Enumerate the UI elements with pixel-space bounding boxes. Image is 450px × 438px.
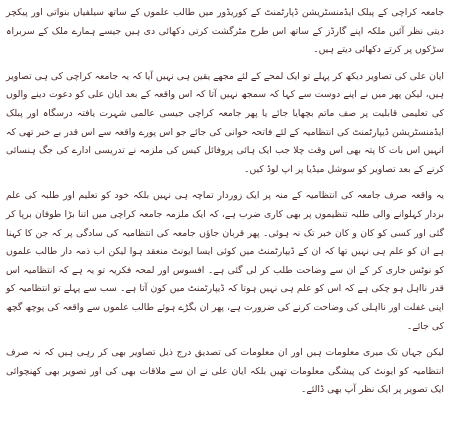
paragraph-3: یہ واقعہ صرف جامعہ کی انتظامیہ کے منہ پر ایک زوردار تماچہ ہی نہیں بلکہ خود کو تعلیم اور طلبہ کی علم بردار کہلوانے والی طلبہ تنظیموں پر بھی کاری ضرب ہے، کہ ایک ملزمہ جامعہ کراچی میں اتنا بڑا طوفان برپا کر گئی اور کسی کو کان و کان خبر تک نہ ہوئی۔ پھر قربان جاؤں جامعہ کی انتظامیہ کی سادگی پر کہ جن کا کہنا ہے ان کو علم ہی نہیں تھا کہ ان کے ڈیپارٹمنٹ میں کوئی ایسا ایونٹ منعقد ہوا لیکن اب ذمہ دار طالب علموں کو نوٹس جاری کر کے ان سے وضاحت طلب کر لی گئی ہے۔ افسوس اور لمحہ فکریہ تو یہ ہے کہ انتظامیہ اس قدر نااہل ہو چکی ہے کہ اس کو علم ہی نہیں ہوتا کہ ڈیپارٹمنٹ میں کون آتا ہے۔ سب سے پہلے تو انتظامیہ کو اپنی غفلت اور نااہلی کی وضاحت کرنے کی ضرورت ہے، پھر ان بگڑے ہوئے طالب علموں سے واقعہ کی پوچھ گچھ کی جائے۔ xyxy=(6,190,444,332)
paragraph-2: ایان علی کی تصاویر دیکھ کر پہلے تو ایک لمحے کے لئے مجھے یقین ہی نہیں آیا کہ یہ جامعہ کراچی کی ہی تصاویر ہیں، لیکن پھر میں نے اپنے دوست سے کہا کہ سمجھ نہیں آتا کہ اس واقعہ کے بعد ایان علی کو دعوت دینے والوں کی تعلیمی قابلیت پر صف ماتم بچھایا جائے یا پھر جامعہ کراچی جیسی عالمی شہرت یافتہ درسگاہ اور پبلک ایڈمنسٹریشن ڈیپارٹمنٹ کی انتظامیہ کے لئے فاتحہ خوانی کی جائے جو اس پورے واقعہ سے اس قدر بے خبر تھی کہ انہیں اس بات کا پتہ بھی اس وقت چلا جب ایک ہائی پروفائل کیس کی ملزمہ نے تدریسی ادارے کی جگ ہنسائی کرنے کے بعد تصاویر کو سوشل میڈیا پر اپ لوڈ کیں۔ xyxy=(6,70,444,175)
paragraph-4: لیکن جہاں تک میری معلومات ہیں اور ان معلومات کی تصدیق درج ذیل تصاویر بھی کر رہی ہیں کہ نہ صرف انتظامیہ کو ایونٹ کی پیشگی معلومات تھیں بلکہ ایان علی نے ان سے ملاقات بھی کی اور تصویر بھی کھنچوائی ایک تصویر پر ایک نظر آپ بھی ڈالئے۔ xyxy=(6,347,444,396)
paragraph-1: جامعہ کراچی کے پبلک ایڈمنسٹریشن ڈپارٹمنٹ کے کوریڈور میں طالب علموں کے ساتھ سیلفیاں بنواتی اور پیکچر دیتی نظر آئیں ملکہ اپنے گارڈز کے ساتھ اس طرح مٹرگشت کرتی دکھائی دی ہیں جیسے ہمارے ملک کے سربراہ سڑکوں پر کرتے دکھائی دیتے ہیں۔ xyxy=(6,7,444,56)
